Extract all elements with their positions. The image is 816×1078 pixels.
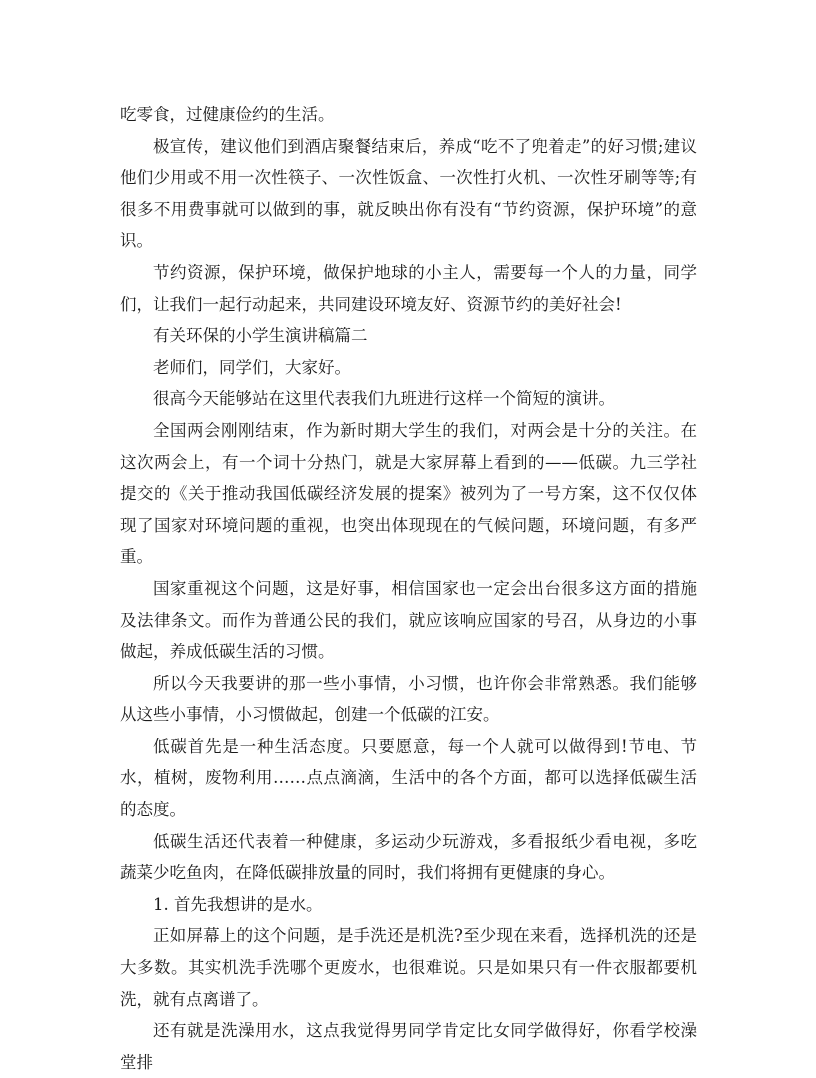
- paragraph-national-policy: 国家重视这个问题，这是好事，相信国家也一定会出台很多这方面的措施及法律条文。而作为普通公民的我们，就应该响应国家的号召，从身边的小事做起，养成低碳生活的习惯。: [120, 578, 697, 662]
- document-body: [120, 99, 697, 1078]
- paragraph-water-heading: 1. 首先我想讲的是水。: [153, 894, 323, 914]
- paragraph-low-carbon-attitude: 低碳首先是一种生活态度。只要愿意，每一个人就可以做得到!节电、节水，植树，废物利用……点点滴滴，生活中的各个方面，都可以选择低碳生活的态度。: [120, 736, 697, 820]
- paragraph-small-habits: 所以今天我要讲的那一些小事情，小习惯，也许你会非常熟悉。我们能够从这些小事情，小习惯做起，创建一个低碳的江安。: [120, 673, 697, 725]
- paragraph-continuation: 吃零食，过健康俭约的生活。: [120, 105, 335, 124]
- paragraph-bathing: 还有就是洗澡用水，这点我觉得男同学肯定比女同学做得好，你看学校澡堂排: [120, 1021, 697, 1072]
- paragraph-intro: 很高今天能够站在这里代表我们九班进行这样一个简短的演讲。: [153, 389, 615, 409]
- paragraph-two-sessions: 全国两会刚刚结束，作为新时期大学生的我们，对两会是十分的关注。在这次两会上，有一个词十分热门，就是大家屏幕上看到的——低碳。九三学社提交的《关于推动我国低碳经济发展的提案》被列为了一号方案，这不仅仅体现了国家对环境问题的重视，也突出体现现在的气候问题，环境问题，有多严重。: [120, 420, 697, 567]
- paragraph-washing: 正如屏幕上的这个问题，是手洗还是机洗?至少现在来看，选择机洗的还是大多数。其实机洗手洗哪个更废水，也很难说。只是如果只有一件衣服都要机洗，就有点离谱了。: [120, 926, 697, 1009]
- paragraph-greeting: 老师们，同学们，大家好。: [153, 357, 351, 377]
- paragraph-low-carbon-health: 低碳生活还代表着一种健康，多运动少玩游戏，多看报纸少看电视，多吃蔬菜少吃鱼肉，在降低碳排放量的同时，我们将拥有更健康的身心。: [120, 831, 697, 883]
- section-heading: 有关环保的小学生演讲稿篇二: [153, 326, 368, 346]
- paragraph-call-to-action: 节约资源，保护环境，做保护地球的小主人，需要每一个人的力量，同学们，让我们一起行动起来，共同建设环境友好、资源节约的美好社会!: [120, 262, 697, 314]
- paragraph-propaganda-advice: 极宣传，建议他们到酒店聚餐结束后，养成“吃不了兜着走”的好习惯;建议他们少用或不用一次性筷子、一次性饭盒、一次性打火机、一次性牙刷等等;有很多不用费事就可以做到的事，就反映出你有没有“节约资源，保护环境”的意识。: [120, 136, 697, 251]
